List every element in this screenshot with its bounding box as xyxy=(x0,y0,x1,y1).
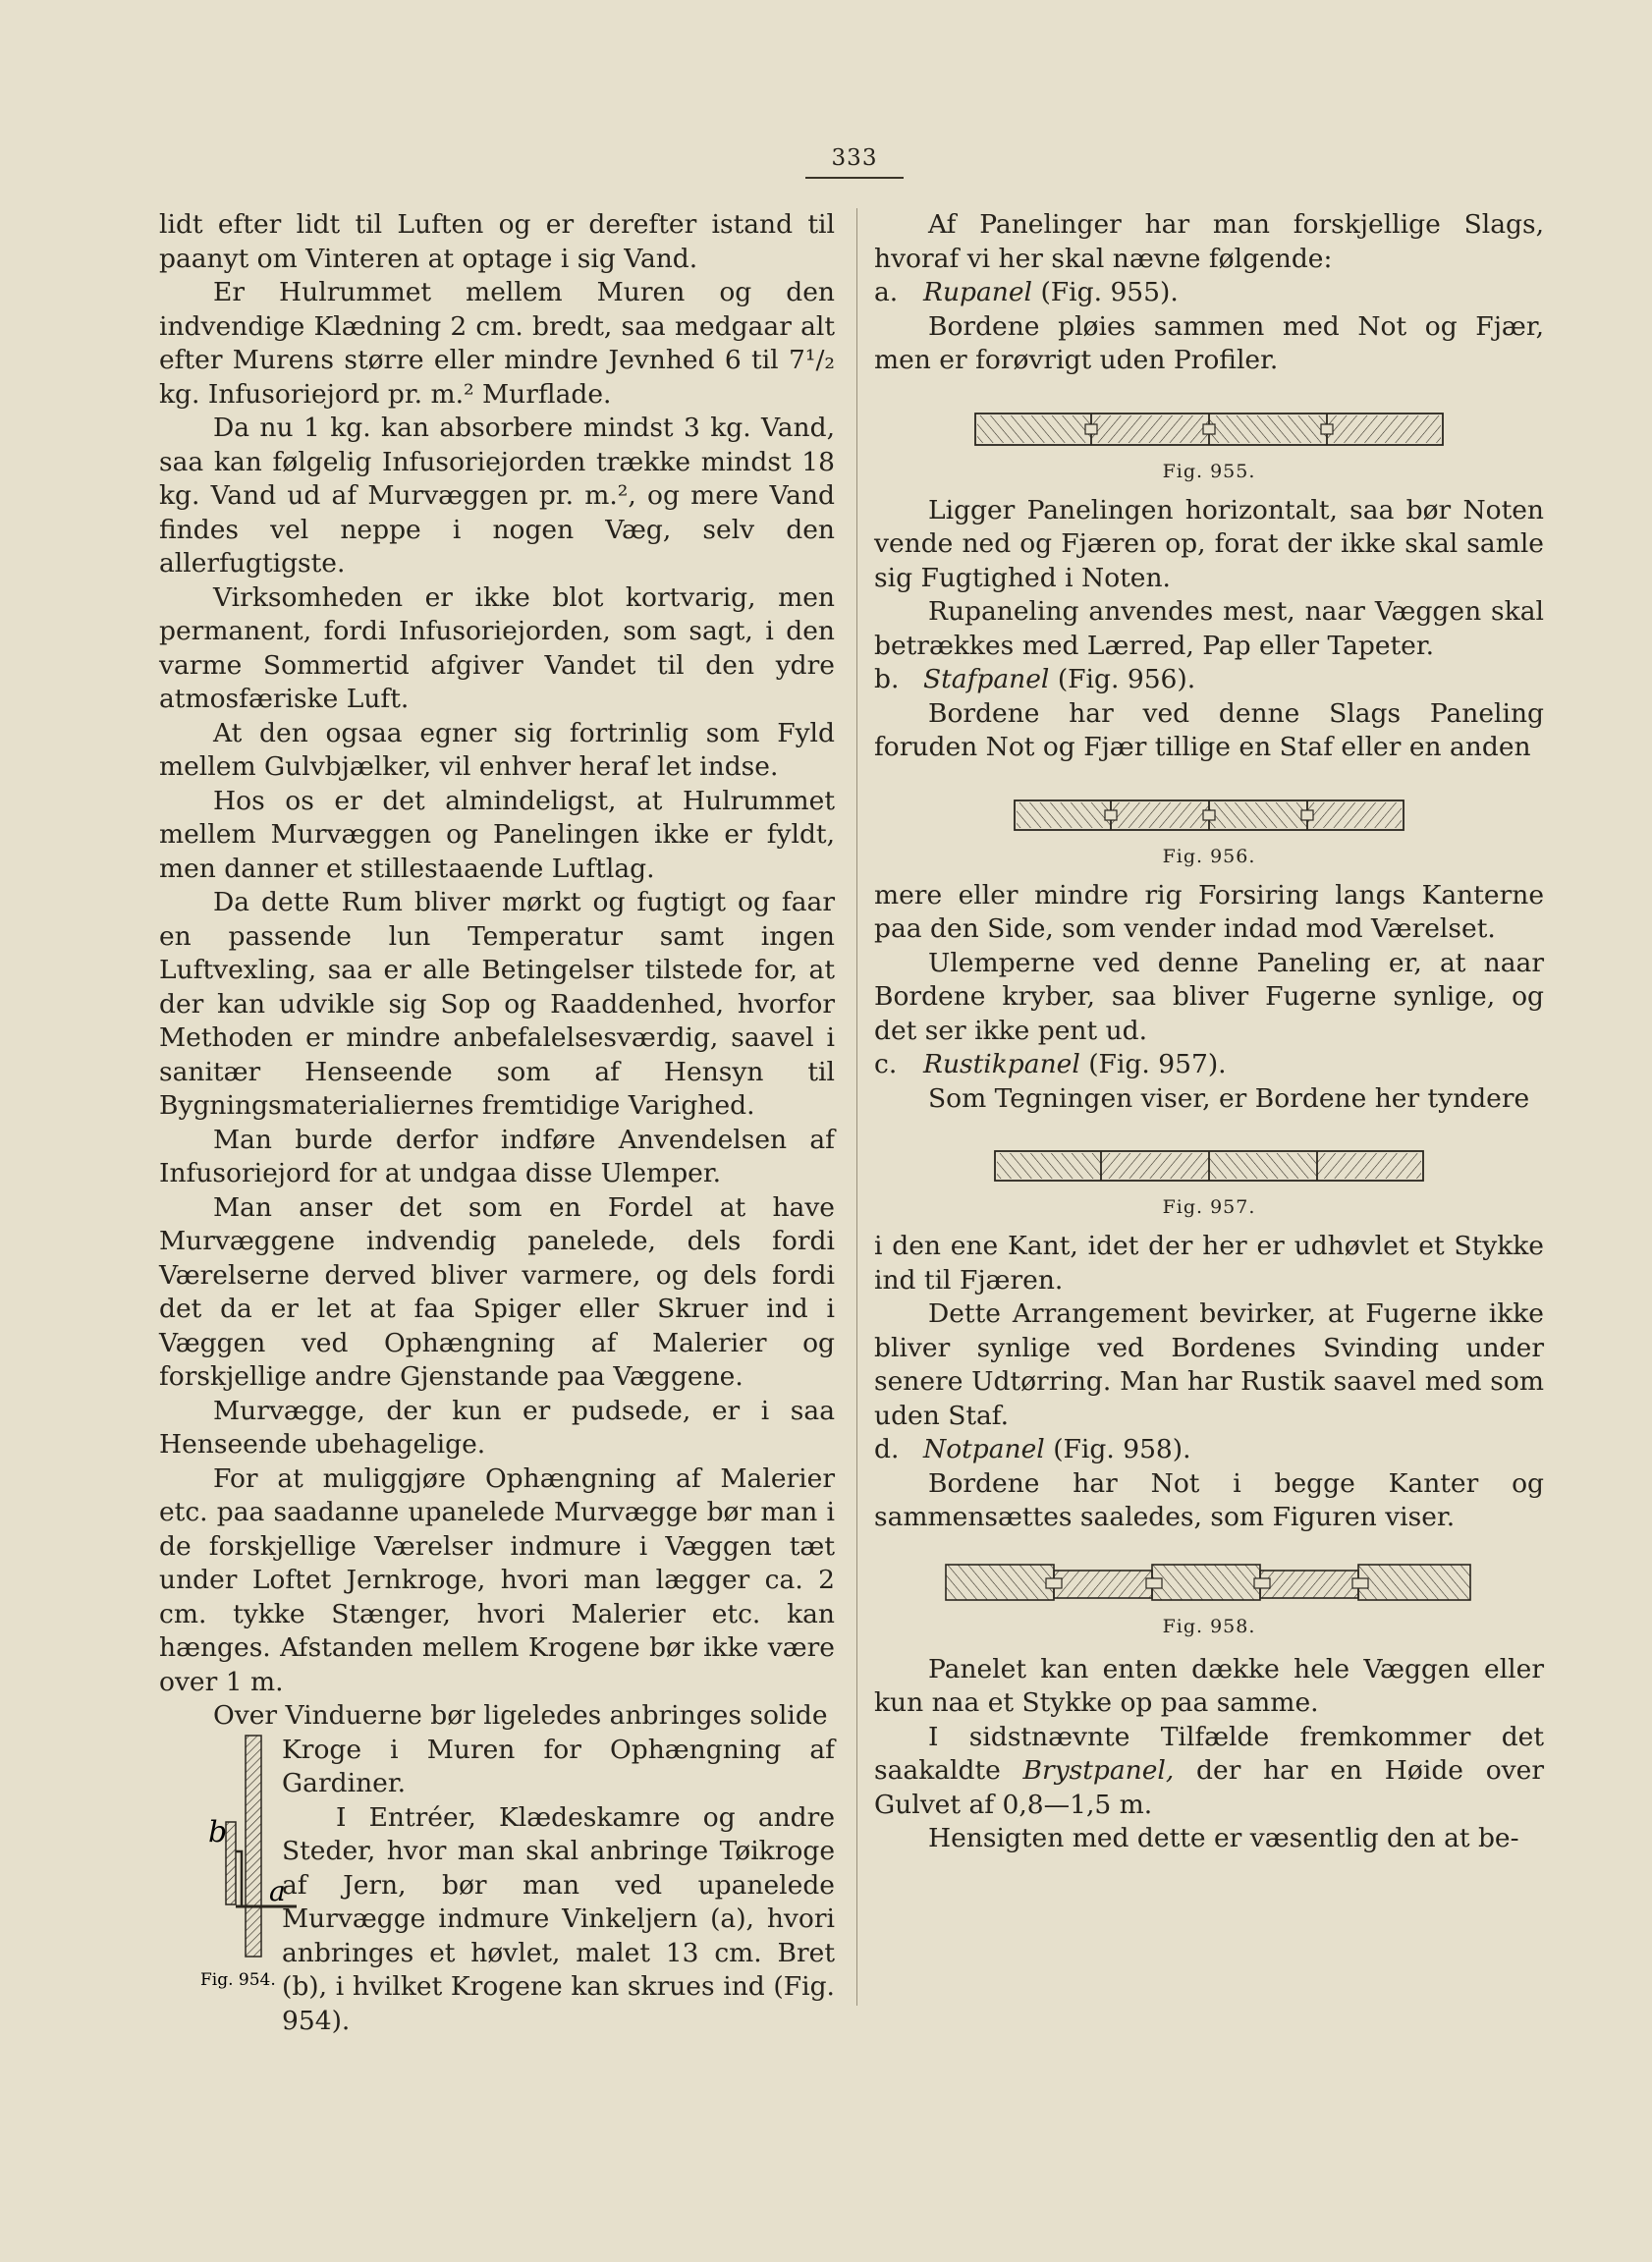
left-paragraph-3: Da nu 1 kg. kan absorbere mindst 3 kg. Vand, saa kan følgelig Infusoriejorden trække mindst 18 kg. Vand ud af Murvæggen pr. m.², og mere Vand findes vel neppe i nogen Væg, selv den allerfugtigste. xyxy=(159,413,835,579)
left-paragraph-7: Da dette Rum bliver mørkt og fugtigt og faar en passende lun Temperatur samt ingen Luftvexling, saa er alle Betingelser tilstede for, at der kan udvikle sig Sop og Raaddenhed, hvorfor Methoden er mindre anbefalelsesværdig, saavel i sanitær Henseende som af Hensyn til Bygningsmaterialiernes fremtidige Varighed. xyxy=(159,887,835,1121)
item-b-text-1: Bordene har ved denne Slags Paneling foruden Not og Fjær tillige en Staf eller en anden xyxy=(874,697,1544,762)
item-d-name: Notpanel xyxy=(923,1434,1045,1464)
figure-955-caption: Fig. 955. xyxy=(1162,460,1256,482)
figure-954-caption: Fig. 954. xyxy=(200,1969,276,1990)
item-c-label: c. xyxy=(874,1049,898,1079)
left-paragraph-9: Man anser det som en Fordel at have Murvæggene indvendig panelede, dels fordi Værelserne derved bliver varmere, og dels fordi det da er let at faa Spiger eller Skruer ind i Væggen ved Ophængning af Malerier og forskjellige andre Gjenstande paa Væggene. xyxy=(159,1191,835,1392)
figure-954-drawing xyxy=(159,1734,286,1990)
left-fig954-paragraph-2: I Entréer, Klædeskamre og andre Steder, hvor man skal anbringe Tøikroge af Jern, bør man ved upanelede Murvægge indmure Vinkeljern (a), hvori anbringes et høvlet, malet 13 cm. Bret (b), i hvilket Krogene kan skrues ind (Fig. 954). xyxy=(282,1801,835,2036)
page-number-rule xyxy=(805,177,904,179)
figure-957-caption: Fig. 957. xyxy=(1162,1196,1256,1218)
item-c-text-2: i den ene Kant, idet der her er udhøvlet et Stykke ind til Fjæren. xyxy=(874,1231,1544,1296)
item-a-ref: (Fig. 955). xyxy=(1032,277,1179,307)
figure-956-caption: Fig. 956. xyxy=(1162,845,1256,867)
figure-958-drawing xyxy=(944,1561,1474,1606)
figure-957-drawing xyxy=(993,1145,1425,1186)
item-c-text-1: Som Tegningen viser, er Bordene her tyndere xyxy=(928,1082,1530,1114)
figure-955 xyxy=(874,408,1544,484)
figure-955-drawing xyxy=(973,408,1445,451)
item-d-heading xyxy=(874,1433,1544,1467)
item-c-ref: (Fig. 957). xyxy=(1079,1049,1227,1079)
figure-954-block xyxy=(159,1734,835,2039)
left-paragraph-2: Er Hulrummet mellem Muren og den indvendige Klædning 2 cm. bredt, saa medgaar alt efter Murens større eller mindre Jevnhed 6 til 7¹/₂ kg. Infusoriejord pr. m.² Murflade. xyxy=(159,277,835,410)
figure-958 xyxy=(874,1561,1544,1639)
left-fig954-paragraph-1: Kroge i Muren for Ophængning af Gardiner. xyxy=(282,1734,835,1798)
item-a-name: Rupanel xyxy=(923,277,1033,307)
item-b-label: b. xyxy=(874,664,900,694)
left-paragraph-1: lidt efter lidt til Luften og er derefter istand til paanyt om Vinteren at optage i sig Vand. xyxy=(159,209,835,274)
item-b-heading xyxy=(874,663,1544,697)
left-paragraph-12: Over Vinduerne bør ligeledes anbringes solide xyxy=(213,1700,828,1731)
item-d-label: d. xyxy=(874,1434,900,1464)
item-b-name: Stafpanel xyxy=(923,664,1050,694)
figure-954 xyxy=(159,1734,286,2039)
item-d-text-1: Bordene har Not i begge Kanter og sammensættes saaledes, som Figuren viser. xyxy=(874,1467,1544,1532)
board-b xyxy=(226,1822,236,1904)
item-a-text-1: Bordene pløies sammen med Not og Fjær, men er forøvrigt uden Profiler. xyxy=(874,310,1544,375)
right-end-2-post: der har en Høide over Gulvet af 0,8—1,5 m. xyxy=(874,1755,1544,1820)
item-a-text-2: Ligger Panelingen horizontalt, saa bør Noten vende ned og Fjæren op, forat der ikke skal samle sig Fugtighed i Noten. xyxy=(874,494,1544,593)
left-paragraph-4: Virksomheden er ikke blot kortvarig, men permanent, fordi Infusoriejorden, som sagt, i den varme Sommertid afgiver Vandet til den ydre atmosfæriske Luft. xyxy=(159,581,835,714)
left-paragraph-8: Man burde derfor indføre Anvendelsen af Infusoriejord for at undgaa disse Ulemper. xyxy=(159,1124,835,1188)
page-number: 333 xyxy=(831,145,878,171)
right-end-paragraph-3: Hensigten med dette er væsentlig den at be- xyxy=(928,1823,1519,1853)
right-intro: Af Panelinger har man forskjellige Slags, hvoraf vi her skal nævne følgende: xyxy=(874,209,1544,274)
right-end-paragraph-2 xyxy=(874,1721,1544,1823)
item-d-ref: (Fig. 958). xyxy=(1044,1434,1191,1464)
figure-958-caption: Fig. 958. xyxy=(1162,1615,1256,1637)
left-paragraph-6: Hos os er det almindeligst, at Hulrummet mellem Murvæggen og Panelingen ikke er fyldt, men danner et stillestaaende Luftlag. xyxy=(159,785,835,884)
left-column xyxy=(159,208,835,2038)
figure-956-drawing xyxy=(1013,795,1405,836)
right-column xyxy=(874,208,1544,1856)
column-divider xyxy=(856,208,857,2006)
item-b-text-2: mere eller mindre rig Forsiring langs Kanterne paa den Side, som vender indad mod Værelset. xyxy=(874,879,1544,944)
left-paragraph-11: For at muliggjøre Ophængning af Malerier etc. paa saadanne upanelede Murvægge bør man i de forskjellige Værelser indmure i Væggen tæt under Loftet Jernkroge, hvori man lægger ca. 2 cm. tykke Stænger, hvori Malerier etc. kan hænges. Afstanden mellem Krogene bør ikke være over 1 m. xyxy=(159,1462,835,1697)
item-a-text-3: Rupaneling anvendes mest, naar Væggen skal betrækkes med Lærred, Pap eller Tapeter. xyxy=(874,596,1544,661)
right-end-2-pre: I sidstnævnte Tilfælde fremkommer det saakaldte xyxy=(874,1721,1544,1786)
label-b: b xyxy=(208,1814,228,1849)
label-a: a xyxy=(269,1874,286,1907)
figure-956 xyxy=(874,795,1544,869)
item-a-heading xyxy=(874,276,1544,310)
right-end-2-italic: Brystpanel, xyxy=(1022,1755,1175,1786)
item-c-name: Rustikpanel xyxy=(923,1049,1080,1079)
item-b-ref: (Fig. 956). xyxy=(1049,664,1196,694)
left-paragraph-10: Murvægge, der kun er pudsede, er i saa Henseende ubehagelige. xyxy=(159,1395,835,1460)
item-c-text-3: Dette Arrangement bevirker, at Fugerne ikke bliver synlige ved Bordenes Svinding under senere Udtørring. Man har Rustik saavel med som uden Staf. xyxy=(874,1298,1544,1431)
right-end-paragraph-1: Panelet kan enten dække hele Væggen eller kun naa et Stykke op paa samme. xyxy=(874,1653,1544,1718)
item-b-text-3: Ulemperne ved denne Paneling er, at naar Bordene kryber, saa bliver Fugerne synlige, og det ser ikke pent ud. xyxy=(874,947,1544,1046)
wall-section xyxy=(246,1736,261,1957)
left-paragraph-5: At den ogsaa egner sig fortrinlig som Fyld mellem Gulvbjælker, vil enhver heraf let indse. xyxy=(159,717,835,782)
item-a-label: a. xyxy=(874,277,899,307)
item-c-heading xyxy=(874,1048,1544,1082)
figure-954-text xyxy=(282,1734,835,2039)
figure-957 xyxy=(874,1145,1544,1220)
